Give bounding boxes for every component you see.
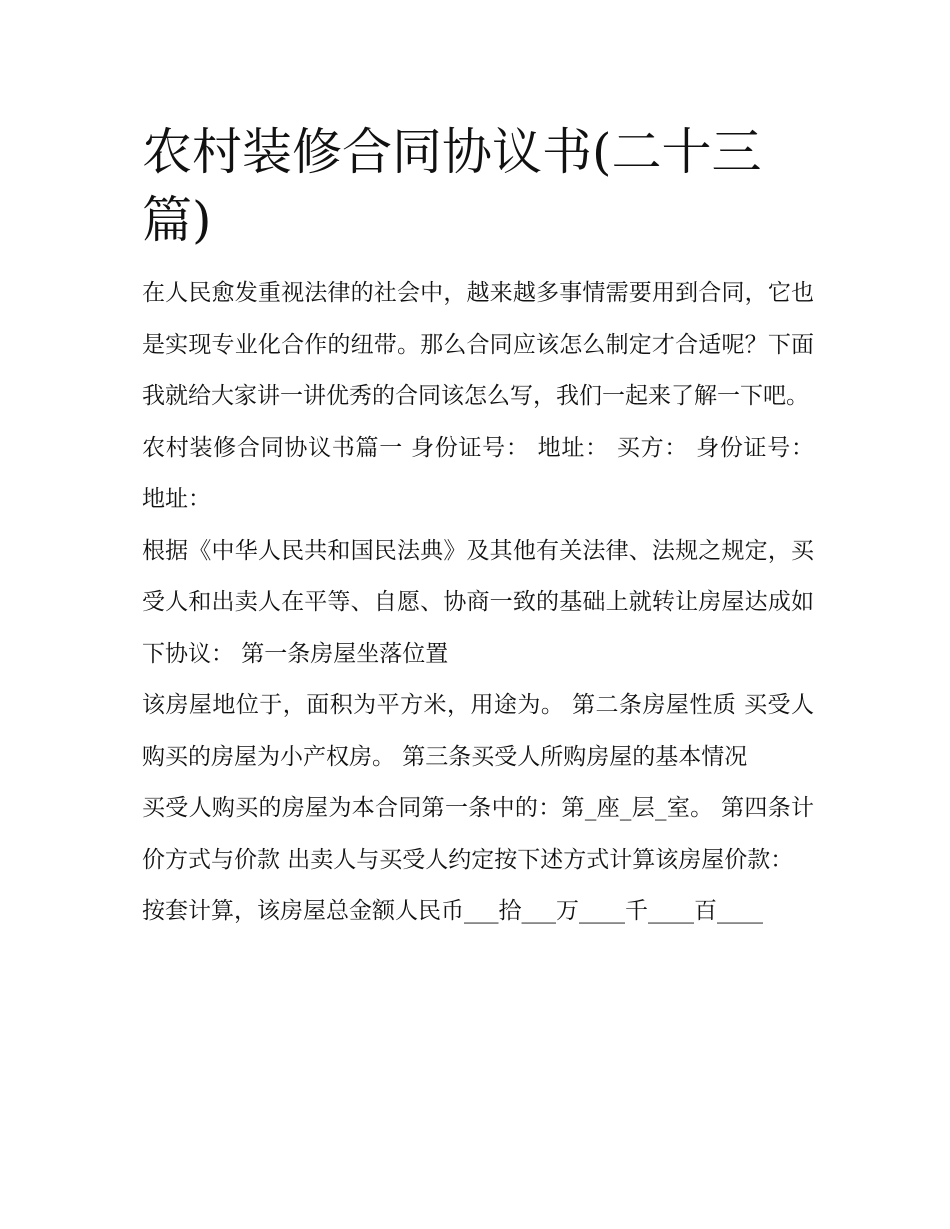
document-title: 农村装修合同协议书(二十三篇) — [142, 123, 762, 249]
paragraph-unit-pricing: 买受人购买的房屋为本合同第一条中的：第_座_层_室。 第四条计价方式与价款 出卖人与买受人约定按下述方式计算该房屋价款： — [142, 795, 814, 873]
paragraph-parties: 农村装修合同协议书篇一 身份证号： 地址： 买方： 身份证号： 地址： — [142, 434, 814, 512]
paragraph-legal-basis: 根据《中华人民共和国民法典》及其他有关法律、法规之规定，买受人和出卖人在平等、自愿、协商一致的基础上就转让房屋达成如下协议： 第一条房屋坐落位置 — [142, 537, 814, 667]
document-page — [142, 118, 814, 938]
paragraph-location-nature: 该房屋地位于，面积为平方米，用途为。 第二条房屋性质 买受人购买的房屋为小产权房。 第三条买受人所购房屋的基本情况 — [142, 692, 814, 770]
paragraph-total-amount: 按套计算，该房屋总金额人民币___拾___万____千____百____ — [142, 898, 763, 924]
paragraph-intro: 在人民愈发重视法律的社会中，越来越多事情需要用到合同，它也是实现专业化合作的纽带。那么合同应该怎么制定才合适呢？下面我就给大家讲一讲优秀的合同该怎么写，我们一起来了解一下吧。 — [142, 280, 814, 409]
